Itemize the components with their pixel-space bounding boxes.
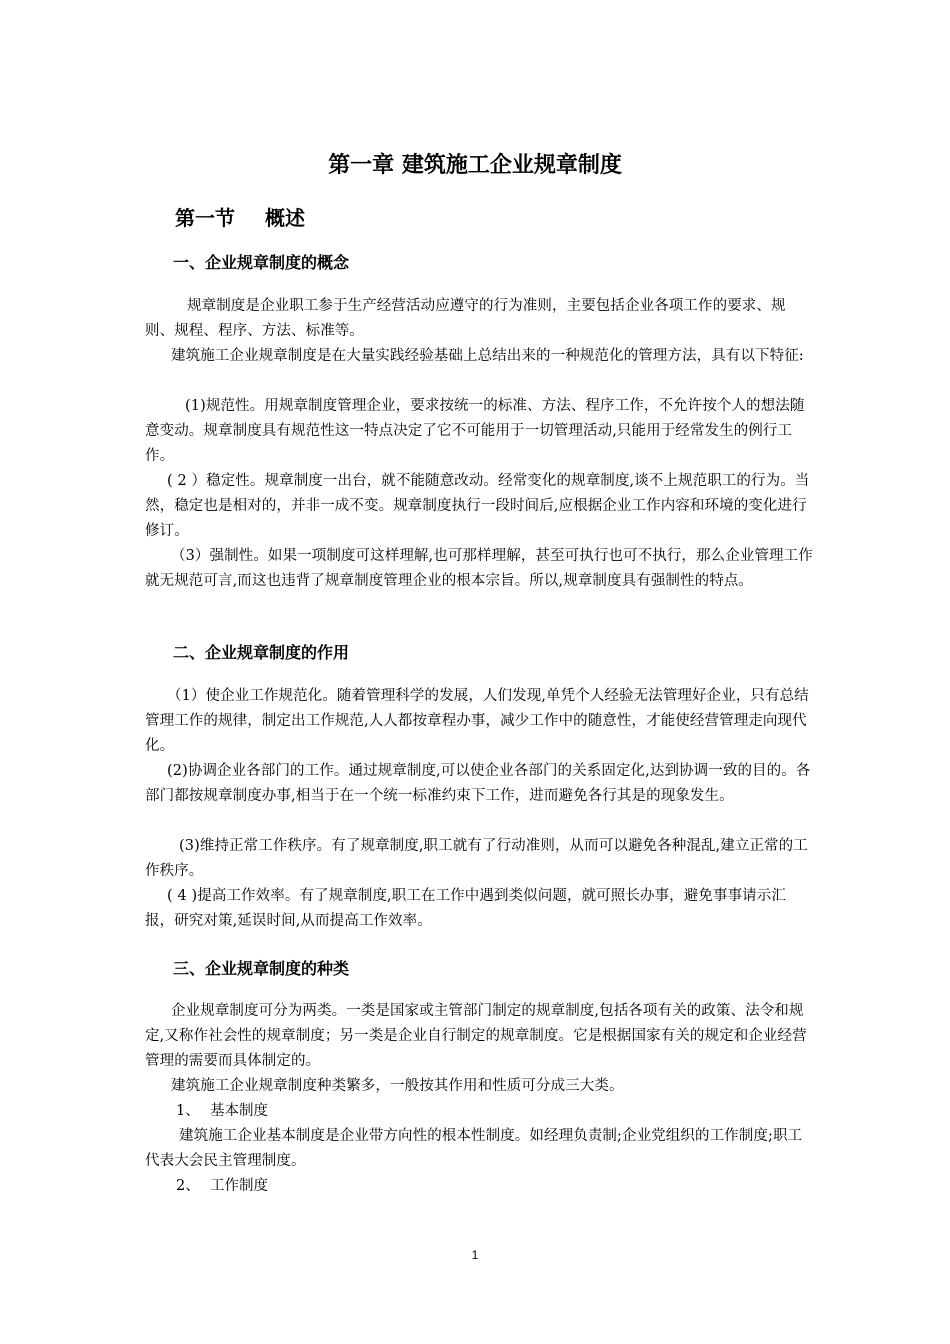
list-item-number: 2、: [176, 1178, 200, 1194]
list-item-work: [176, 1174, 268, 1199]
paragraph-types-intro: 企业规章制度可分为两类。一类是国家或主管部门制定的规章制度,包括各项有关的政策、法令和规定,又称作社会性的规章制度；另一类是企业自行制定的规章制度。它是根据国家有关的规定和企业经营管理的需要而具体制定的。: [145, 1003, 807, 1069]
list-item-number: 1、: [176, 1103, 200, 1119]
heading-function: 二、企业规章制度的作用: [173, 643, 350, 662]
paragraph-definition: 规章制度是企业职工参于生产经营活动应遵守的行为准则，主要包括企业各项工作的要求、规则、规程、程序、方法、标准等。: [145, 298, 786, 339]
paragraph-function-2: (2)协调企业各部门的工作。通过规章制度,可以使企业各部门的关系固定化,达到协调一致的目的。各部门都按规章制度办事,相当于在一个统一标准约束下工作，进而避免各行其是的现象发生。: [145, 763, 811, 804]
paragraph-features-intro: 建筑施工企业规章制度是在大量实践经验基础上总结出来的一种规范化的管理方法，具有以下特征:: [171, 348, 804, 364]
paragraph-feature-normative: (1)规范性。用规章制度管理企业，要求按统一的标准、方法、程序工作，不允许按个人的想法随意变动。规章制度具有规范性这一特点决定了它不可能用于一切管理活动,只能用于经常发生的例行工作。: [145, 398, 805, 464]
chapter-title: 第一章 建筑施工企业规章制度: [328, 153, 622, 178]
heading-types: 三、企业规章制度的种类: [173, 959, 350, 978]
section-name: 概述: [265, 206, 305, 230]
heading-concept: 一、企业规章制度的概念: [173, 253, 350, 272]
paragraph-feature-stability: ( 2 ）稳定性。规章制度一出台，就不能随意改动。经常变化的规章制度,谈不上规范职工的行为。当然，稳定也是相对的，并非一成不变。规章制度执行一段时间后,应根据企业工作内容和环境的变化进行修订。: [145, 473, 810, 539]
section-title: [175, 202, 305, 231]
page-number: 1: [471, 1248, 479, 1262]
paragraph-types-count: 建筑施工企业规章制度种类繁多，一般按其作用和性质可分成三大类。: [171, 1078, 624, 1094]
paragraph-function-4: ( 4 )提高工作效率。有了规章制度,职工在工作中遇到类似问题，就可照长办事，避免事事请示汇报，研究对策,延误时间,从而提高工作效率。: [145, 888, 786, 929]
list-item-label: 工作制度: [210, 1178, 268, 1194]
paragraph-feature-mandatory: （3）强制性。如果一项制度可这样理解,也可那样理解，甚至可执行也可不执行，那么企业管理工作就无规范可言,而这也违背了规章制度管理企业的根本宗旨。所以,规章制度具有强制性的特点。: [145, 548, 813, 589]
paragraph-function-1: （1）使企业工作规范化。随着管理科学的发展，人们发现,单凭个人经验无法管理好企业，只有总结管理工作的规律，制定出工作规范,人人都按章程办事，减少工作中的随意性，才能使经营管理走向现代化。: [145, 688, 809, 754]
list-item-label: 基本制度: [210, 1103, 268, 1119]
paragraph-basic-system: 建筑施工企业基本制度是企业带方向性的根本性制度。如经理负责制;企业党组织的工作制度;职工代表大会民主管理制度。: [145, 1128, 803, 1169]
section-number: 第一节: [175, 206, 235, 230]
list-item-basic: [176, 1099, 268, 1124]
paragraph-function-3: (3)维持正常工作秩序。有了规章制度,职工就有了行动准则，从而可以避免各种混乱,建立正常的工作秩序。: [145, 838, 808, 879]
